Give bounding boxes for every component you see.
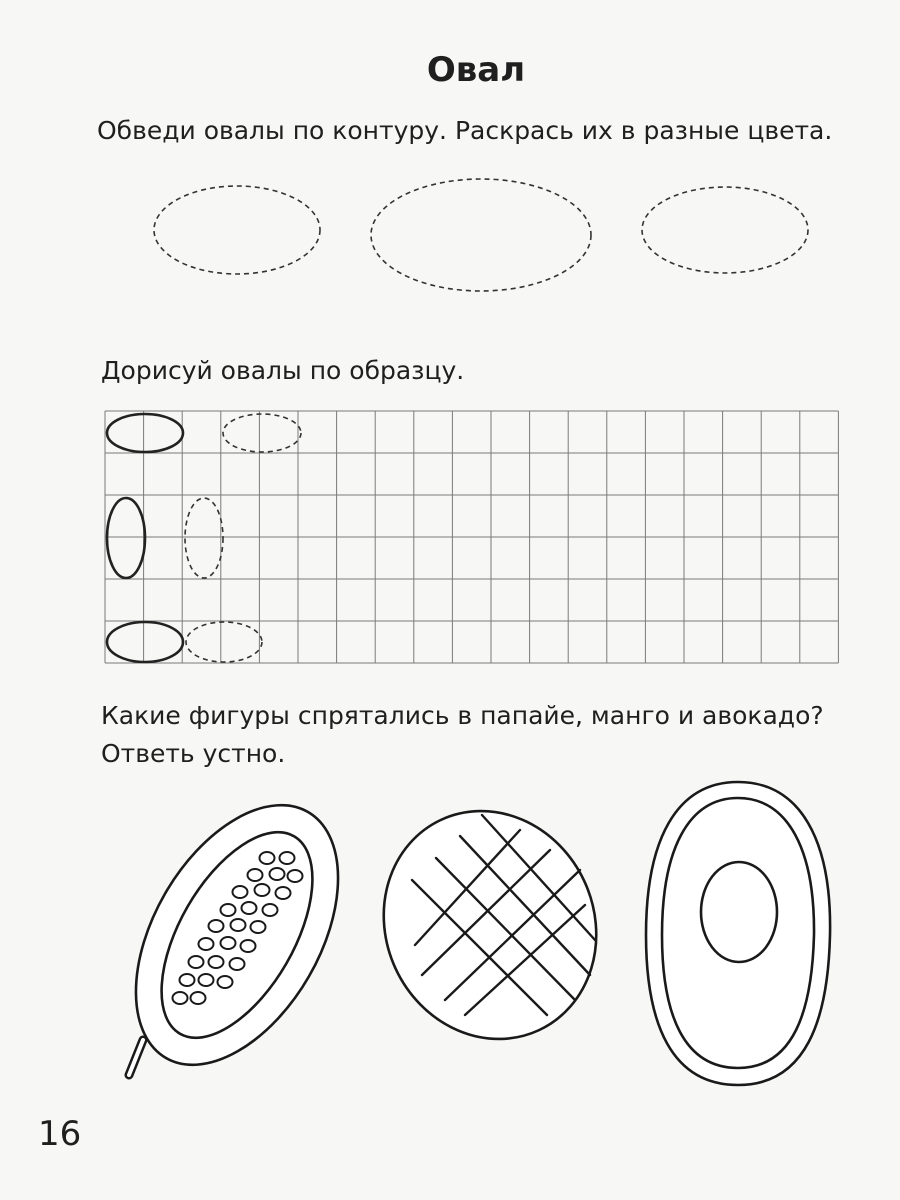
papaya-seed — [263, 904, 278, 916]
papaya-seed — [180, 974, 195, 986]
dashed-oval-horizontal[interactable] — [223, 414, 301, 452]
sample-oval-vertical — [107, 498, 145, 578]
papaya-seed — [189, 956, 204, 968]
sample-oval-horizontal — [107, 414, 183, 452]
papaya-seed — [242, 902, 257, 914]
papaya-seed — [248, 869, 263, 881]
papaya-seed — [230, 958, 245, 970]
papaya-seed — [173, 992, 188, 1004]
papaya-image — [94, 771, 380, 1100]
papaya-seed — [241, 940, 256, 952]
grid-ovals — [107, 414, 301, 662]
mango-image — [347, 776, 634, 1074]
papaya-seed — [191, 992, 206, 1004]
trace-oval-2[interactable] — [371, 179, 591, 291]
papaya-seed — [251, 921, 266, 933]
papaya-seed — [280, 852, 295, 864]
dashed-oval-vertical[interactable] — [185, 498, 223, 578]
papaya-seed — [270, 868, 285, 880]
papaya-seed — [221, 937, 236, 949]
task-draw-ovals: Дорисуй овалы по образцу. — [101, 356, 465, 385]
papaya-seed — [233, 886, 248, 898]
task-hidden-shapes-line2: Ответь устно. — [101, 739, 286, 768]
papaya-seed — [276, 887, 291, 899]
dashed-oval-wide[interactable] — [186, 622, 262, 662]
avocado-image — [646, 782, 830, 1085]
page-title: Овал — [426, 50, 526, 90]
papaya-seed — [199, 974, 214, 986]
papaya-seed — [231, 919, 246, 931]
papaya-seed — [288, 870, 303, 882]
papaya-seed — [255, 884, 270, 896]
task-trace-ovals: Обведи овалы по контуру. Раскрась их в разные цвета. — [97, 116, 833, 145]
trace-oval-3[interactable] — [642, 187, 808, 273]
task-hidden-shapes-line1: Какие фигуры спрятались в папайе, манго и авокадо? — [101, 701, 824, 730]
page-number: 16 — [38, 1114, 82, 1154]
papaya-seed — [218, 976, 233, 988]
sample-oval-wide — [107, 622, 183, 662]
papaya-seed — [221, 904, 236, 916]
trace-oval-1[interactable] — [154, 186, 320, 274]
papaya-seed — [209, 920, 224, 932]
trace-ovals — [154, 179, 808, 291]
papaya-seed — [260, 852, 275, 864]
papaya-seed — [209, 956, 224, 968]
papaya-seed — [199, 938, 214, 950]
drawing-grid[interactable] — [105, 411, 838, 663]
